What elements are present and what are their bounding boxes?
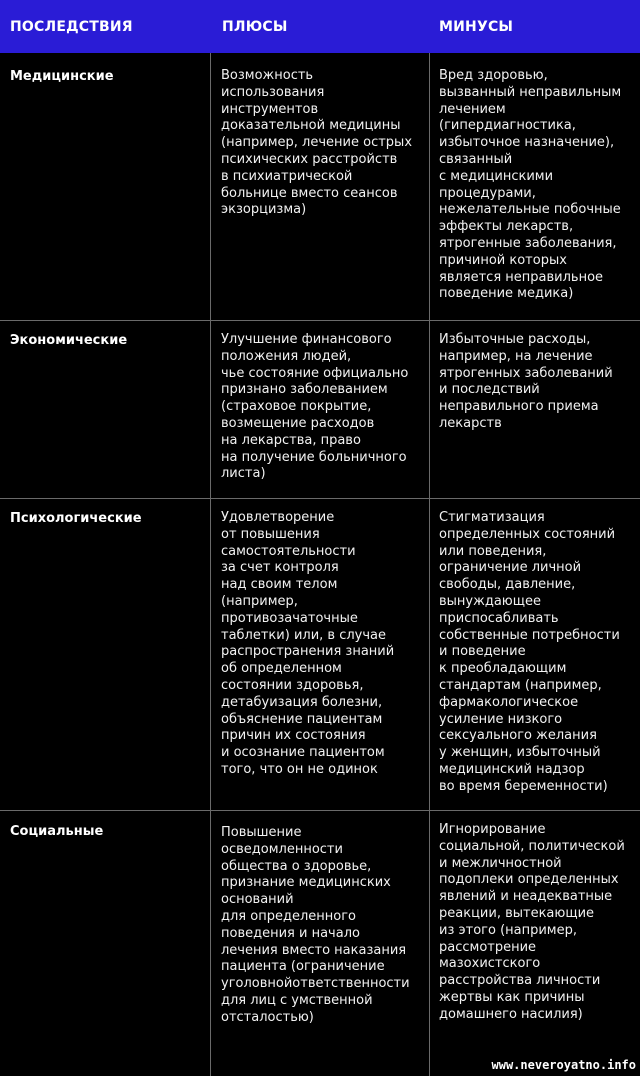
table-row-economic [0,321,640,499]
table-header [0,0,640,53]
pros-cell: Повышение осведомленности общества о здоровье, признание медицинских оснований для определенного поведения и начало лечения вместо наказания пациента (ограничение уголовнойответственности для лиц с умственной отсталостью) [221,825,410,1025]
column-divider [210,53,211,1076]
cons-cell: Игнорирование социальной, политической и межличностной подоплеки определенных явлений и неадекватные реакции, вытекающие из этого (например, рассмотрение мазохистского расстройства личности жертвы как причины домашнего насилия) [439,822,625,1022]
pros-cell: Удовлетворение от повышения самостоятельности за счет контроля над своим телом (например, противозачаточные таблетки) или, в случае распространения знаний об определенном состоянии здоровья, детабуизация болезни, объяснение пациентам причин их состояния и осознание пациентом того, что он не одинок [221,510,395,777]
column-divider [429,53,430,1076]
table-row-social [0,811,640,1076]
header-consequences: ПОСЛЕДСТВИЯ [10,19,133,35]
site-watermark: www.neveroyatno.info [491,1058,636,1072]
header-cons: МИНУСЫ [439,19,514,35]
row-category: Психологические [10,511,142,526]
table-row-psychological [0,499,640,811]
cons-cell: Избыточные расходы, например, на лечение ятрогенных заболеваний и последствий неправильного приема лекарств [439,332,613,431]
row-category: Экономические [10,333,128,348]
row-category: Социальные [10,824,104,839]
table-row-medical [0,53,640,321]
pros-cell: Улучшение финансового положения людей, чье состояние официально признано заболеванием (страховое покрытие, возмещение расходов на лекарства, право на получение больничного листа) [221,332,409,482]
cons-cell: Стигматизация определенных состояний или поведения, ограничение личной свободы, давление, вынуждающее приспосабливать собственные потребности и поведение к преобладающим стандартам (например, фармакологическое усиление низкого сексуального желания у женщин, избыточный медицинский надзор во время беременности) [439,510,620,794]
header-pros: ПЛЮСЫ [222,19,288,35]
cons-cell: Вред здоровью, вызванный неправильным лечением (гипердиагностика, избыточное назначение), связанный с медицинскими процедурами, нежелательные побочные эффекты лекарств, ятрогенные заболевания, причиной которых является неправильное поведение медика) [439,68,622,302]
row-category: Медицинские [10,69,114,84]
pros-cell: Возможность использования инструментов доказательной медицины (например, лечение острых психических расстройств в психиатрической больнице вместо сеансов экзорцизма) [221,68,413,218]
